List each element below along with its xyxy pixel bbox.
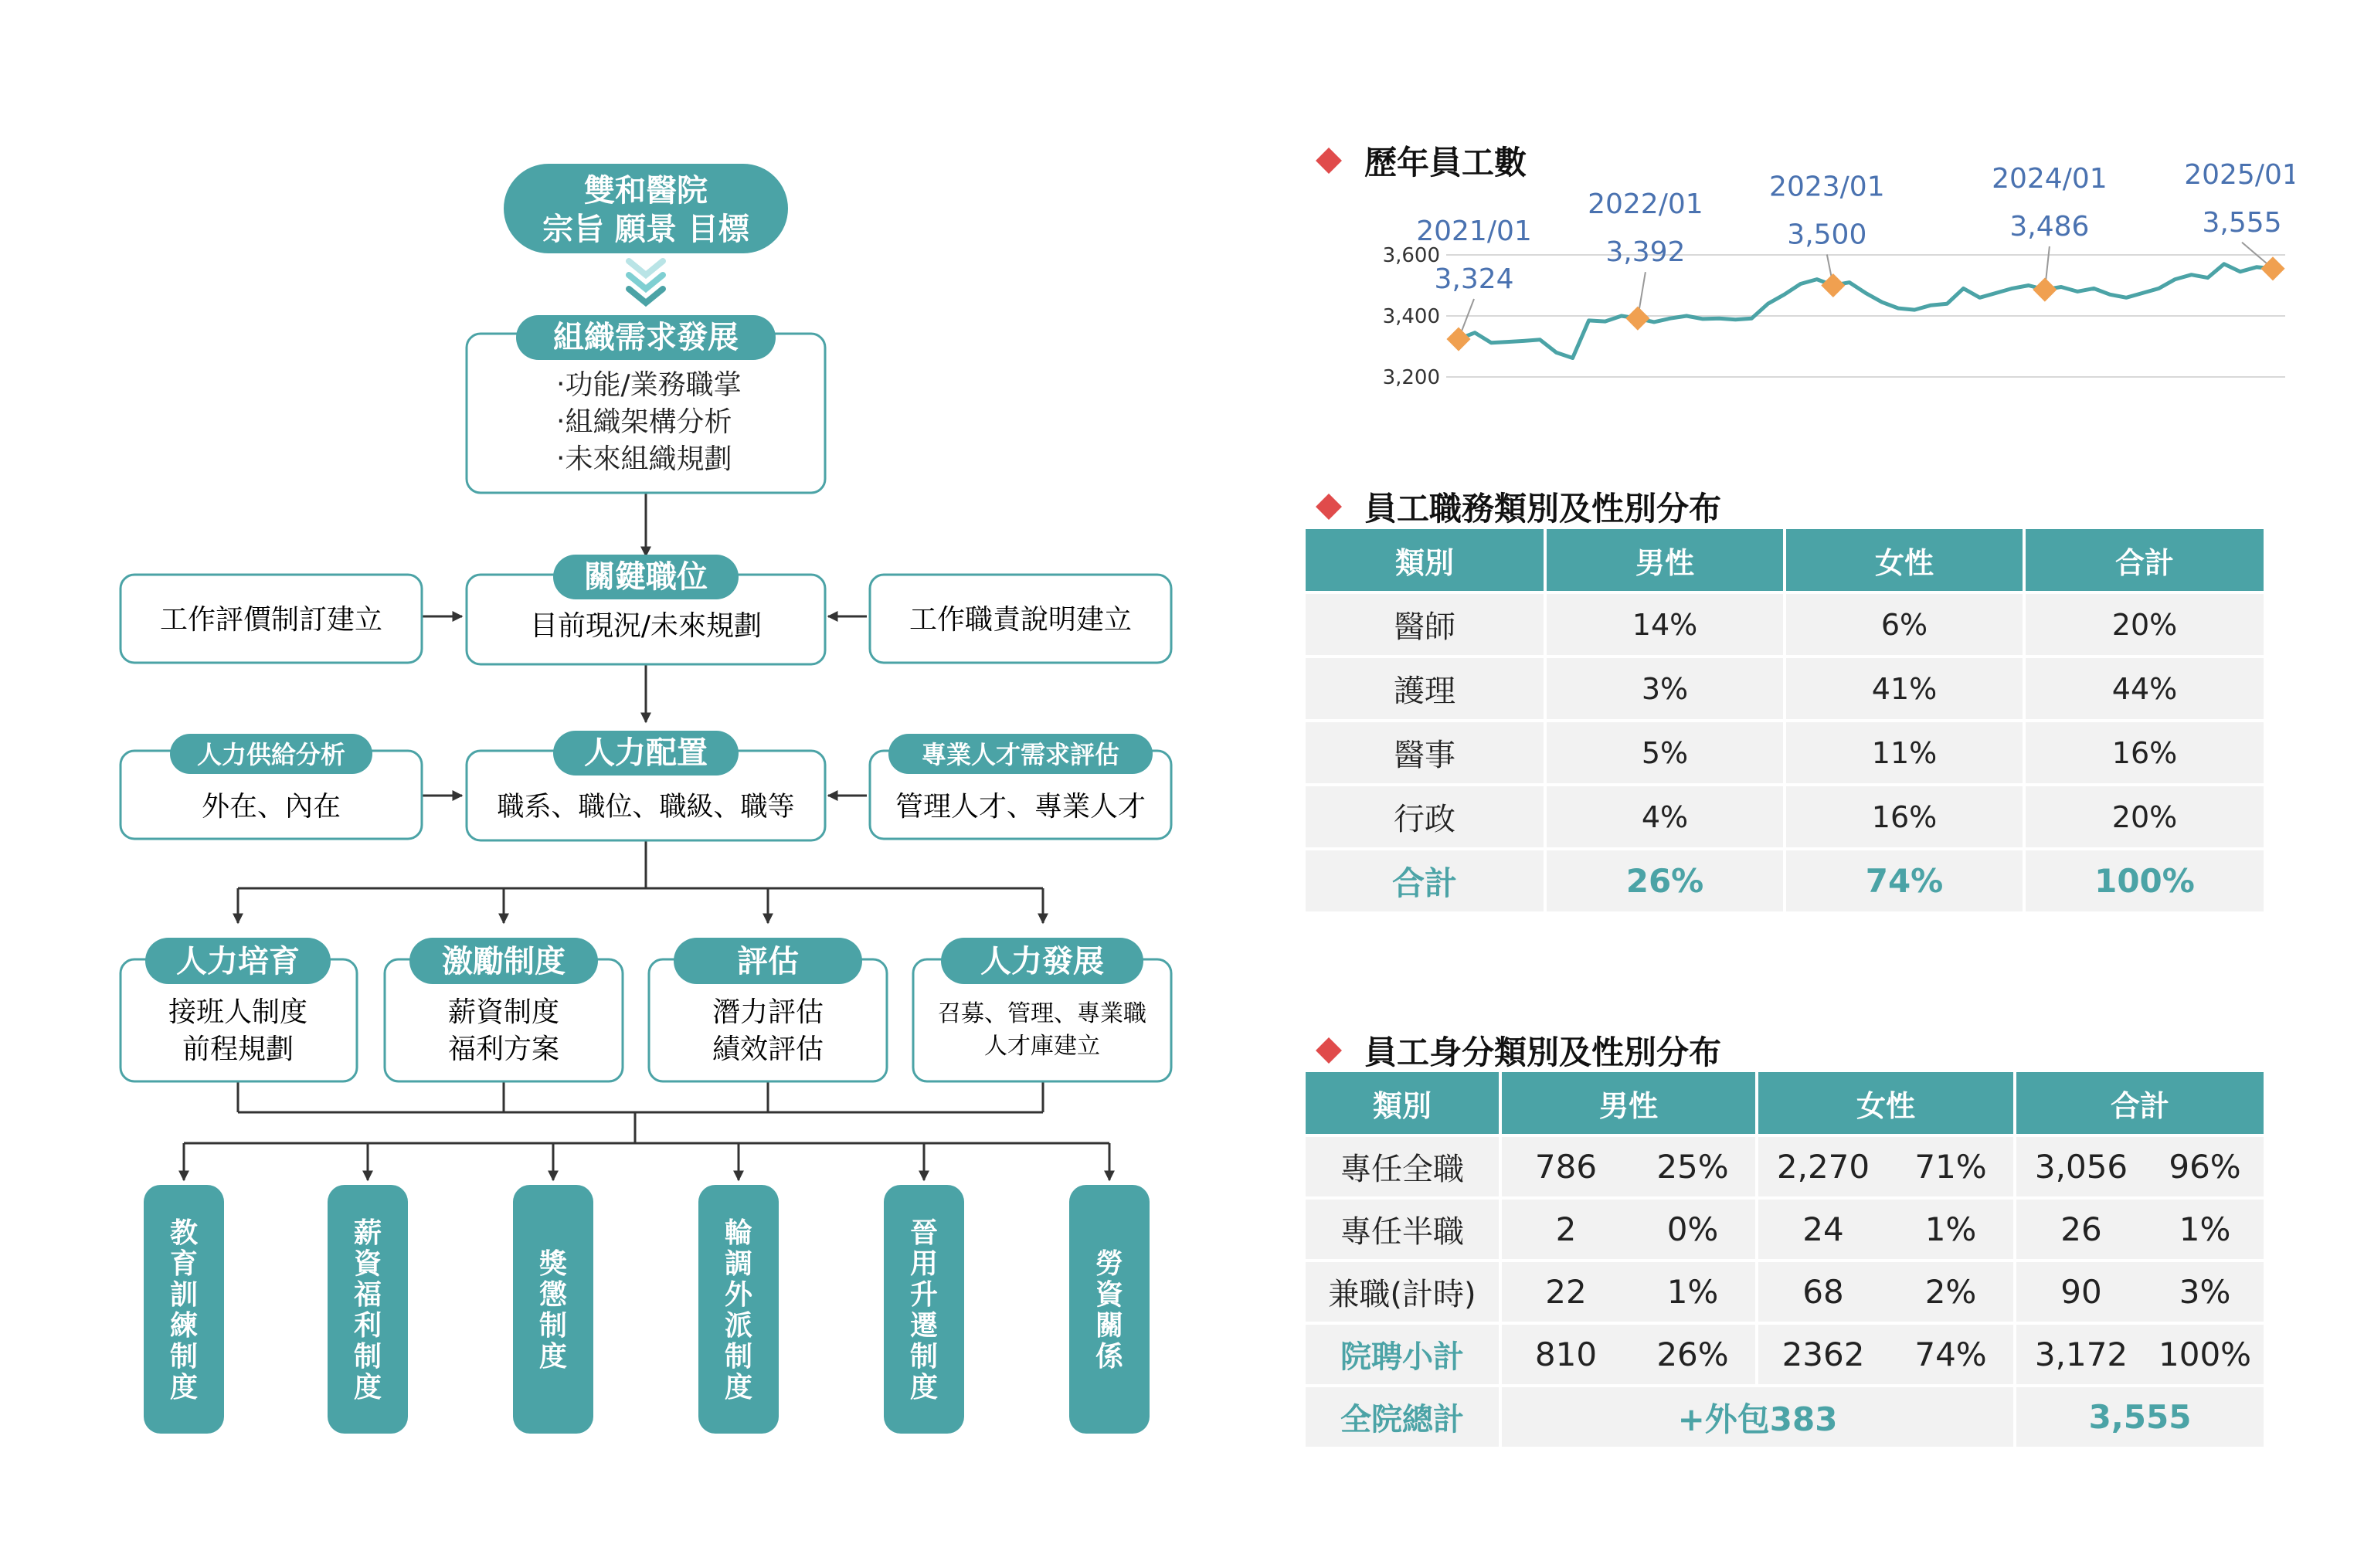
table2-header: 類別 bbox=[1306, 1072, 1500, 1135]
mission-line2: 宗旨 願景 目標 bbox=[542, 212, 749, 247]
annotation-date: 2022/01 bbox=[1588, 188, 1703, 221]
table2-title: 員工身分類別及性別分布 bbox=[1313, 1027, 1721, 1074]
svg-text:職系、職位、職級、職等: 職系、職位、職級、職等 bbox=[497, 792, 795, 823]
table1-header: 男性 bbox=[1545, 529, 1785, 592]
headcount-series-line bbox=[1459, 264, 2273, 358]
system-pill bbox=[513, 1185, 593, 1434]
headcount-line-chart bbox=[1313, 162, 2294, 409]
svg-text:管理人才、專業人才: 管理人才、專業人才 bbox=[895, 791, 1146, 823]
svg-text:專業人才需求評估: 專業人才需求評估 bbox=[921, 740, 1120, 769]
branch-incentive bbox=[385, 938, 623, 1081]
annotation-value: 3,486 bbox=[2009, 211, 2090, 243]
org-needs-item: ‧功能/業務職掌 bbox=[556, 369, 742, 401]
branch-hr-development bbox=[913, 938, 1171, 1081]
double-chevron-icon bbox=[629, 261, 663, 303]
key-positions-title: 關鍵職位 bbox=[584, 559, 708, 595]
table1-header: 類別 bbox=[1306, 529, 1545, 592]
annotation-date: 2024/01 bbox=[1992, 163, 2108, 195]
svg-text:潛力評估: 潛力評估 bbox=[712, 996, 824, 1028]
y-tick-label: 3,200 bbox=[1382, 366, 1440, 389]
table-row: 醫師 14% 6% 20% bbox=[1306, 592, 2264, 657]
y-tick-label: 3,600 bbox=[1382, 244, 1440, 267]
demand-node bbox=[870, 734, 1171, 839]
chart-title: 歷年員工數 bbox=[1313, 137, 1527, 184]
diamond-bullet-icon bbox=[1316, 1037, 1342, 1064]
system-pill-label: 晉用升遷制度 bbox=[909, 1217, 939, 1403]
svg-text:人力發展: 人力發展 bbox=[980, 944, 1104, 979]
table-row: 醫事 5% 11% 16% bbox=[1306, 721, 2264, 785]
system-pill bbox=[144, 1185, 224, 1434]
table1-header: 合計 bbox=[2024, 529, 2264, 592]
svg-text:人力供給分析: 人力供給分析 bbox=[196, 740, 346, 769]
mission-line1: 雙和醫院 bbox=[584, 173, 708, 209]
data-point-marker bbox=[2260, 256, 2284, 280]
supply-node bbox=[121, 734, 422, 839]
table-total-row: 合計 26% 74% 100% bbox=[1306, 849, 2264, 911]
y-tick-label: 3,400 bbox=[1382, 305, 1440, 328]
system-pill bbox=[1069, 1185, 1150, 1434]
system-pill-label: 獎懲制度 bbox=[538, 1248, 568, 1373]
svg-text:接班人制度: 接班人制度 bbox=[168, 996, 308, 1028]
svg-text:前程規劃: 前程規劃 bbox=[182, 1033, 294, 1065]
annotation-value: 3,500 bbox=[1787, 219, 1867, 251]
system-pill bbox=[698, 1185, 779, 1434]
svg-text:評估: 評估 bbox=[737, 944, 799, 979]
allocation-node bbox=[467, 731, 825, 840]
annotation-value: 3,555 bbox=[2202, 206, 2282, 239]
table2-header: 合計 bbox=[2015, 1072, 2264, 1135]
org-needs-title: 組織需求發展 bbox=[553, 320, 739, 355]
svg-text:激勵制度: 激勵制度 bbox=[442, 944, 566, 979]
table-subtotal-row: 院聘小計 810 26% 2362 74% 3,172 100% bbox=[1306, 1323, 2264, 1386]
table-row: 行政 4% 16% 20% bbox=[1306, 785, 2264, 849]
mission-node bbox=[504, 164, 788, 253]
annotation-value: 3,324 bbox=[1434, 263, 1514, 296]
org-needs-item: ‧未來組織規劃 bbox=[556, 443, 732, 475]
data-point-marker bbox=[1446, 327, 1470, 351]
table-row: 專任全職 786 25% 2,270 71% 3,056 96% bbox=[1306, 1135, 2264, 1198]
annotation-value: 3,392 bbox=[1605, 236, 1686, 269]
system-pill-label: 勞資關係 bbox=[1095, 1248, 1124, 1373]
branch-evaluation bbox=[649, 938, 887, 1081]
table2-header: 女性 bbox=[1757, 1072, 2015, 1135]
system-pill-label: 教育訓練制度 bbox=[169, 1217, 199, 1403]
job-desc-node bbox=[870, 575, 1171, 663]
svg-text:工作職責說明建立: 工作職責說明建立 bbox=[909, 604, 1133, 636]
annotation-date: 2023/01 bbox=[1769, 171, 1885, 203]
data-point-marker bbox=[2033, 277, 2057, 301]
table-row: 兼職(計時) 22 1% 68 2% 90 3% bbox=[1306, 1261, 2264, 1323]
key-positions-body: 目前現況/未來規劃 bbox=[529, 610, 763, 642]
svg-text:召募、管理、專業職: 召募、管理、專業職 bbox=[938, 1000, 1146, 1027]
headcount-chart bbox=[1313, 162, 2294, 409]
system-pill-label: 薪資福利制度 bbox=[353, 1217, 382, 1403]
org-needs-item: ‧組織架構分析 bbox=[556, 406, 732, 438]
table-row: 護理 3% 41% 44% bbox=[1306, 657, 2264, 721]
org-needs-node bbox=[467, 315, 825, 493]
data-point-marker bbox=[1821, 273, 1845, 297]
svg-text:外在、內在: 外在、內在 bbox=[201, 791, 341, 823]
table-row: 專任半職 2 0% 24 1% 26 1% bbox=[1306, 1198, 2264, 1261]
table1-header: 女性 bbox=[1785, 529, 2024, 592]
svg-text:人才庫建立: 人才庫建立 bbox=[984, 1033, 1100, 1060]
table1-title: 員工職務類別及性別分布 bbox=[1313, 484, 1721, 530]
data-point-marker bbox=[1625, 307, 1649, 331]
svg-text:福利方案: 福利方案 bbox=[447, 1033, 560, 1065]
table2-header: 男性 bbox=[1500, 1072, 1757, 1135]
annotation-date: 2025/01 bbox=[2184, 162, 2294, 191]
employment-type-table bbox=[1306, 1072, 2264, 1447]
table-grand-total-row: 全院總計 +外包383 3,555 bbox=[1306, 1386, 2264, 1447]
systems-row bbox=[144, 1185, 1150, 1434]
svg-text:人力配置: 人力配置 bbox=[584, 735, 708, 771]
svg-text:薪資制度: 薪資制度 bbox=[447, 996, 560, 1028]
system-pill-label: 輪調外派制度 bbox=[724, 1217, 753, 1403]
svg-text:績效評估: 績效評估 bbox=[712, 1033, 824, 1065]
svg-text:工作評價制訂建立: 工作評價制訂建立 bbox=[159, 604, 383, 636]
diamond-bullet-icon bbox=[1316, 494, 1342, 520]
job-category-table bbox=[1306, 529, 2264, 911]
branch-development bbox=[121, 938, 357, 1081]
system-pill bbox=[328, 1185, 408, 1434]
svg-text:人力培育: 人力培育 bbox=[176, 944, 300, 979]
annotation-date: 2021/01 bbox=[1416, 216, 1532, 248]
job-eval-node bbox=[121, 575, 422, 663]
system-pill bbox=[884, 1185, 964, 1434]
key-positions-node bbox=[467, 555, 825, 664]
